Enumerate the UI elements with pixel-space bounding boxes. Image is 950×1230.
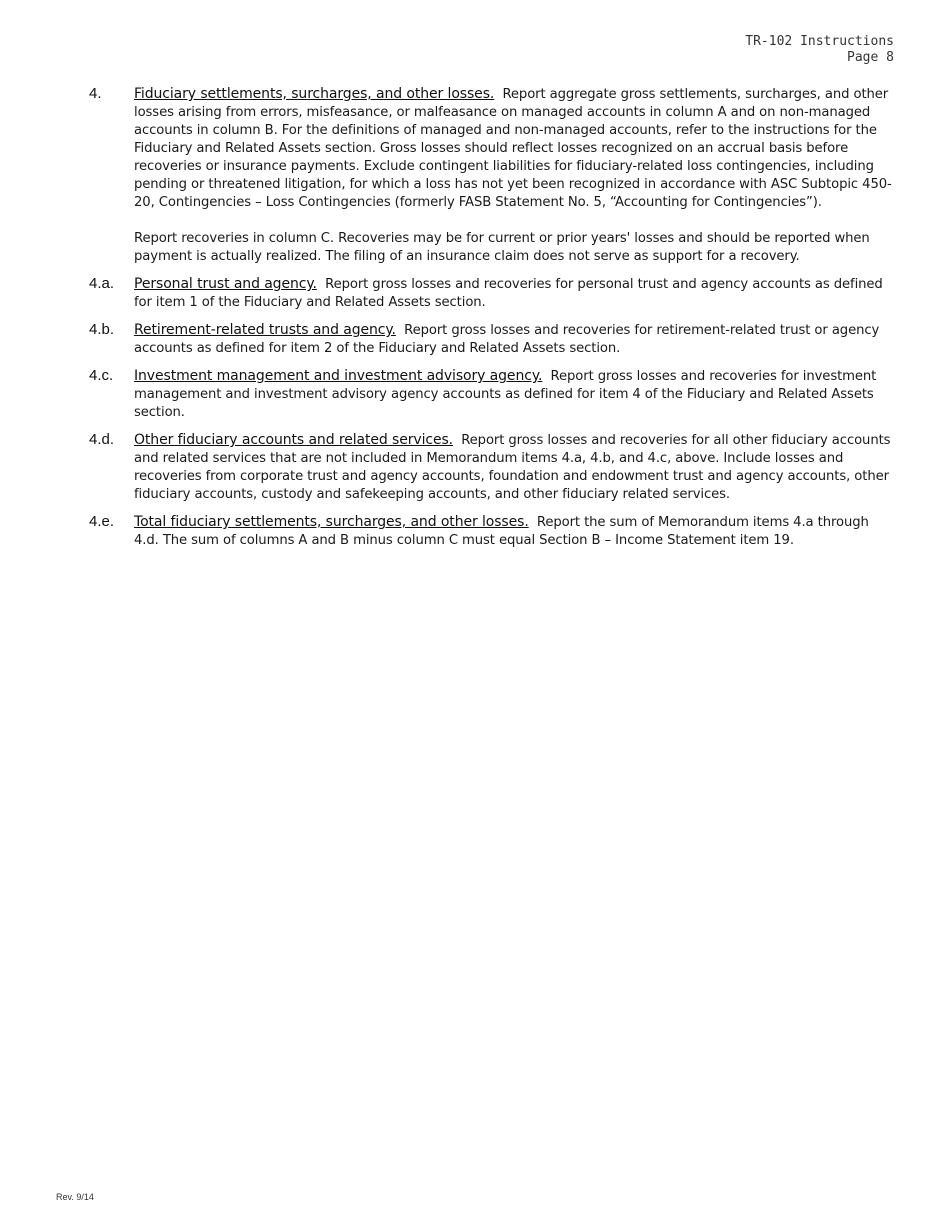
item-text: Report gross losses and recoveries for all other fiduciary accounts and related services that are not included in Memorandum items 4.a, 4.b, and 4.c, above. Include losses and recoveries from corporate trust and agency accounts, foundation and endowment trust and agency accounts, other fiduciary accounts, custody and safekeeping accounts, and other fiduciary related services. xyxy=(134,433,891,502)
item-4c xyxy=(89,367,895,422)
item-heading: Fiduciary settlements, surcharges, and other losses. xyxy=(134,86,495,102)
item-text: Report the sum of Memorandum items 4.a through 4.d. The sum of columns A and B minus column C must equal Section B – Income Statement item 19. xyxy=(134,515,869,548)
item-heading: Retirement-related trusts and agency. xyxy=(134,322,396,338)
item-number: 4.e. xyxy=(89,513,115,530)
item-text: Report gross losses and recoveries for investment management and investment advisory agency accounts as defined for item 4 of the Fiduciary and Related Assets section. xyxy=(134,369,877,420)
item-paragraph xyxy=(134,85,895,212)
item-number: 4. xyxy=(89,85,102,102)
item-4d xyxy=(89,431,895,504)
item-heading: Personal trust and agency. xyxy=(134,276,317,292)
revision-footer: Rev. 9/14 xyxy=(56,1192,94,1202)
item-paragraph-2: Report recoveries in column C. Recoveries may be for current or prior years' losses and should be reported when payment is actually realized. The filing of an insurance claim does not serve as support for a recovery. xyxy=(134,231,870,264)
item-4b xyxy=(89,321,895,358)
item-text: Report aggregate gross settlements, surcharges, and other losses arising from errors, misfeasance, or malfeasance on managed accounts in column A and on non-managed accounts in column B. For the definitions of managed and non-managed accounts, refer to the instructions for the Fiduciary and Related Assets section. Gross losses should reflect losses recognized on an accrual basis before recoveries or insurance payments. Exclude contingent liabilities for fiduciary-related loss contingencies, including pending or threatened litigation, for which a loss has not yet been recognized in accordance with ASC Subtopic 450-20, Contingencies – Loss Contingencies (formerly FASB Statement No. 5, “Accounting for Contingencies”). xyxy=(134,87,892,210)
item-4e xyxy=(89,513,895,550)
instructions-body xyxy=(89,85,895,559)
document-title: TR-102 Instructions xyxy=(745,34,894,49)
item-heading: Total fiduciary settlements, surcharges, and other losses. xyxy=(134,514,529,530)
item-body xyxy=(134,431,895,504)
item-body xyxy=(134,85,895,266)
item-body xyxy=(134,275,895,312)
page-number: Page 8 xyxy=(847,50,894,65)
item-heading: Other fiduciary accounts and related services. xyxy=(134,432,454,448)
item-number: 4.c. xyxy=(89,367,114,384)
item-number: 4.b. xyxy=(89,321,115,338)
item-number: 4.a. xyxy=(89,275,115,292)
item-text: Report gross losses and recoveries for personal trust and agency accounts as defined for item 1 of the Fiduciary and Related Assets section. xyxy=(134,277,883,310)
item-4 xyxy=(89,85,895,266)
item-body xyxy=(134,513,895,550)
item-heading: Investment management and investment advisory agency. xyxy=(134,368,543,384)
item-number: 4.d. xyxy=(89,431,115,448)
item-text: Report gross losses and recoveries for retirement-related trust or agency accounts as defined for item 2 of the Fiduciary and Related Assets section. xyxy=(134,323,880,356)
page-header xyxy=(745,34,894,66)
item-body xyxy=(134,321,895,358)
item-4a xyxy=(89,275,895,312)
item-body xyxy=(134,367,895,422)
